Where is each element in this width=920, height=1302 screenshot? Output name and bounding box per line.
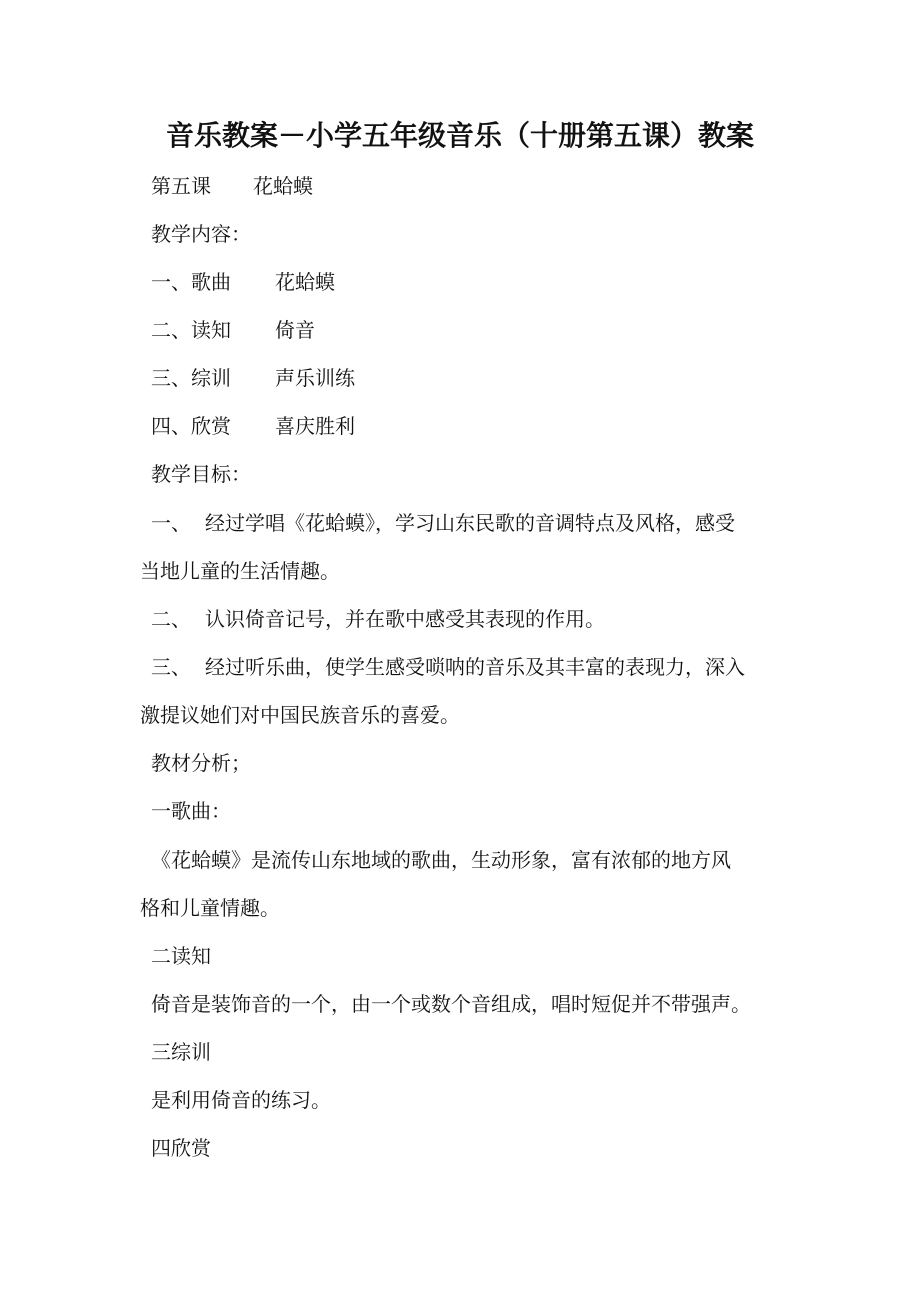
content-heading: 教学内容： (151, 222, 251, 246)
content-item-value: 声乐训练 (275, 366, 355, 390)
goal-number: 二、 (151, 607, 191, 631)
content-item (151, 316, 315, 344)
lesson-line (151, 172, 313, 200)
goal-item (151, 605, 605, 633)
lesson-label: 第五课 (151, 174, 211, 198)
goal-text-continuation: 激提议她们对中国民族音乐的喜爱。 (140, 703, 460, 727)
goal-number: 三、 (151, 655, 191, 679)
goal-text: 认识倚音记号，并在歌中感受其表现的作用。 (205, 607, 605, 631)
song-paragraph-continuation: 格和儿童情趣。 (140, 896, 280, 920)
listen-heading: 四欣赏 (151, 1136, 211, 1160)
read-paragraph: 倚音是装饰音的一个，由一个或数个音组成，唱时短促并不带强声。 (151, 992, 751, 1016)
train-paragraph: 是利用倚音的练习。 (151, 1088, 331, 1112)
goal-text-continuation: 当地儿童的生活情趣。 (140, 559, 340, 583)
content-item-label: 二、读知 (151, 318, 231, 342)
content-item-label: 四、欣赏 (151, 414, 231, 438)
document-title: 音乐教案－小学五年级音乐（十册第五课）教案 (165, 119, 754, 152)
read-heading: 二读知 (151, 944, 211, 968)
content-item-value: 倚音 (275, 318, 315, 342)
goal-number: 一、 (151, 511, 191, 535)
analysis-heading: 教材分析； (151, 751, 251, 775)
content-item (151, 268, 335, 296)
goal-item (151, 509, 735, 537)
content-item-value: 喜庆胜利 (275, 414, 355, 438)
content-item-label: 一、歌曲 (151, 270, 231, 294)
goal-item (151, 653, 745, 681)
lesson-name: 花蛤蟆 (253, 174, 313, 198)
train-heading: 三综训 (151, 1040, 211, 1064)
goal-text: 经过听乐曲，使学生感受唢呐的音乐及其丰富的表现力，深入 (205, 655, 745, 679)
goals-heading: 教学目标： (151, 462, 251, 486)
content-item-value: 花蛤蟆 (275, 270, 335, 294)
content-item (151, 412, 355, 440)
goal-text: 经过学唱《花蛤蟆》，学习山东民歌的音调特点及风格，感受 (205, 511, 735, 535)
content-item (151, 364, 355, 392)
content-item-label: 三、综训 (151, 366, 231, 390)
song-heading: 一歌曲： (151, 799, 231, 823)
song-paragraph: 《花蛤蟆》是流传山东地域的歌曲，生动形象，富有浓郁的地方风 (151, 848, 731, 872)
